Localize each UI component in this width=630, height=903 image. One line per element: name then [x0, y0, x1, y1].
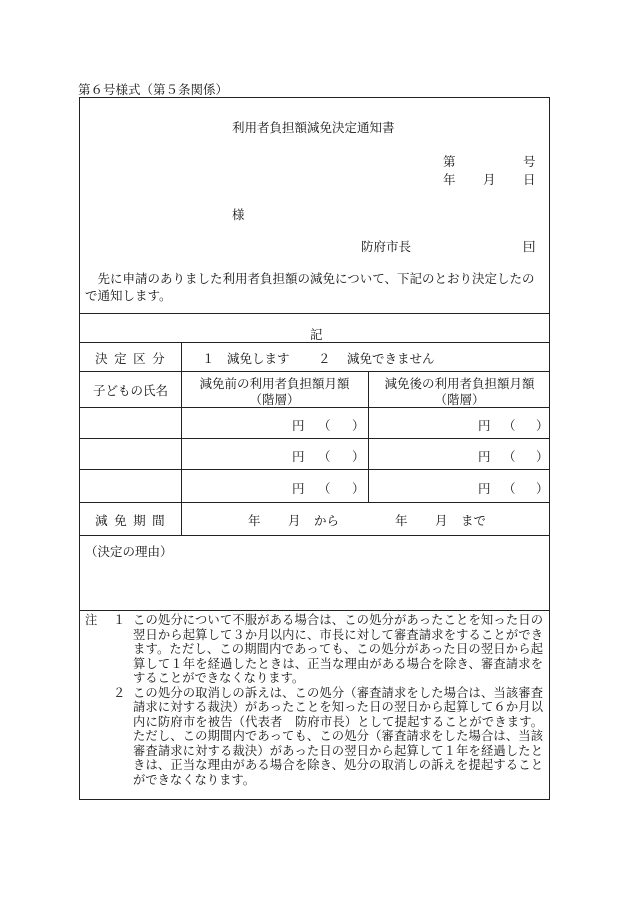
notes-section [85, 613, 543, 787]
divider-intro [80, 313, 549, 314]
notice-frame [79, 97, 550, 800]
table-vline-2 [368, 371, 369, 502]
divider-row2 [80, 438, 549, 439]
row1-before-yen: 円 [292, 418, 305, 433]
date-year: 年 [443, 172, 456, 187]
decision-option1-no: １ [202, 351, 215, 366]
row1-after-paren-close: ） [536, 418, 549, 433]
row3-before-yen: 円 [292, 481, 305, 496]
period-until-year: 年 [395, 513, 408, 528]
divider-notes [80, 610, 549, 611]
row2-after-paren-close: ） [536, 449, 549, 464]
row3-after-paren-close: ） [536, 481, 549, 496]
note-2 [85, 686, 543, 788]
decision-option2: 減免できません [347, 351, 435, 366]
period-from-month: 月 [288, 513, 301, 528]
before-tier-header: （階層） [249, 392, 300, 407]
notes-label: 注 [85, 613, 98, 627]
ki-label: 記 [310, 327, 323, 342]
form-number: 第６号様式（第５条関係） [78, 82, 229, 97]
period-until: まで [461, 513, 487, 528]
row1-after-paren-open: （ [503, 418, 516, 433]
doc-no-go: 号 [523, 154, 536, 169]
row3-before-paren-close: ） [352, 481, 365, 496]
row3-after-paren-open: （ [503, 481, 516, 496]
divider-row1 [80, 407, 549, 408]
note-1-number: １ [113, 613, 126, 627]
divider-reason [80, 535, 549, 536]
row2-after-yen: 円 [478, 449, 491, 464]
issuer-name: 防府市長 [361, 239, 412, 254]
decision-option2-no: ２ [318, 351, 331, 366]
note-2-text: この処分の取消しの訴えは、この処分（審査請求をした場合は、当該審査請求に対する裁決）があったことを知った日の翌日から起算して６か月以内に防府市を被告（代表者 防府市長）として提起することができます。ただし、この期間内であっても、この処分（審査請求をした場合は、当該審査請求に対する裁決）があった日の翌日から起算して１年を経過したときは、正当な理由がある場合を除き、処分の取消しの訴えを提起することができなくなります。 [133, 685, 543, 787]
after-amount-header: 減免後の利用者負担額月額 [384, 376, 535, 391]
document-title: 利用者負担額減免決定通知書 [232, 120, 395, 135]
after-tier-header: （階層） [434, 392, 485, 407]
before-amount-header: 減免前の利用者負担額月額 [199, 376, 350, 391]
note-1-text: この処分について不服がある場合は、この処分があったことを知った日の翌日から起算して３か月以内に、市長に対して審査請求をすることができます。ただし、この期間内であっても、この処分があった日の翌日から起算して１年を経過したときは、正当な理由がある場合を除き、審査請求をすることができなくなります。 [133, 613, 543, 685]
intro-text: 先に申請のありました利用者負担額の減免について、下記のとおり決定したので通知します。 [85, 271, 535, 303]
row2-before-paren-close: ） [352, 449, 365, 464]
row1-before-paren-close: ） [352, 418, 365, 433]
period-label: 減 免 期 間 [95, 513, 166, 528]
note-1 [85, 613, 543, 686]
divider-period [80, 502, 549, 503]
doc-no-dai: 第 [443, 154, 456, 169]
divider-decision-top [80, 342, 549, 343]
row2-after-paren-open: （ [503, 449, 516, 464]
note-2-number: ２ [113, 685, 126, 700]
period-vline [181, 502, 182, 535]
divider-table-header [80, 371, 549, 372]
recipient-suffix: 様 [232, 207, 245, 222]
period-from: から [314, 513, 340, 528]
divider-row3 [80, 469, 549, 470]
row2-before-yen: 円 [292, 449, 305, 464]
seal-mark: 囙 [523, 239, 536, 254]
period-until-month: 月 [435, 513, 448, 528]
row1-after-yen: 円 [478, 418, 491, 433]
decision-label: 決 定 区 分 [95, 351, 166, 366]
decision-option1: 減免します [227, 351, 290, 366]
period-from-year: 年 [248, 513, 261, 528]
date-month: 月 [483, 172, 496, 187]
table-vline-1 [181, 342, 182, 502]
row1-before-paren-open: （ [318, 418, 331, 433]
row3-after-yen: 円 [478, 481, 491, 496]
reason-label: （決定の理由） [85, 544, 173, 559]
child-name-header: 子どもの氏名 [92, 383, 168, 398]
date-day: 日 [523, 172, 536, 187]
row2-before-paren-open: （ [318, 449, 331, 464]
row3-before-paren-open: （ [318, 481, 331, 496]
